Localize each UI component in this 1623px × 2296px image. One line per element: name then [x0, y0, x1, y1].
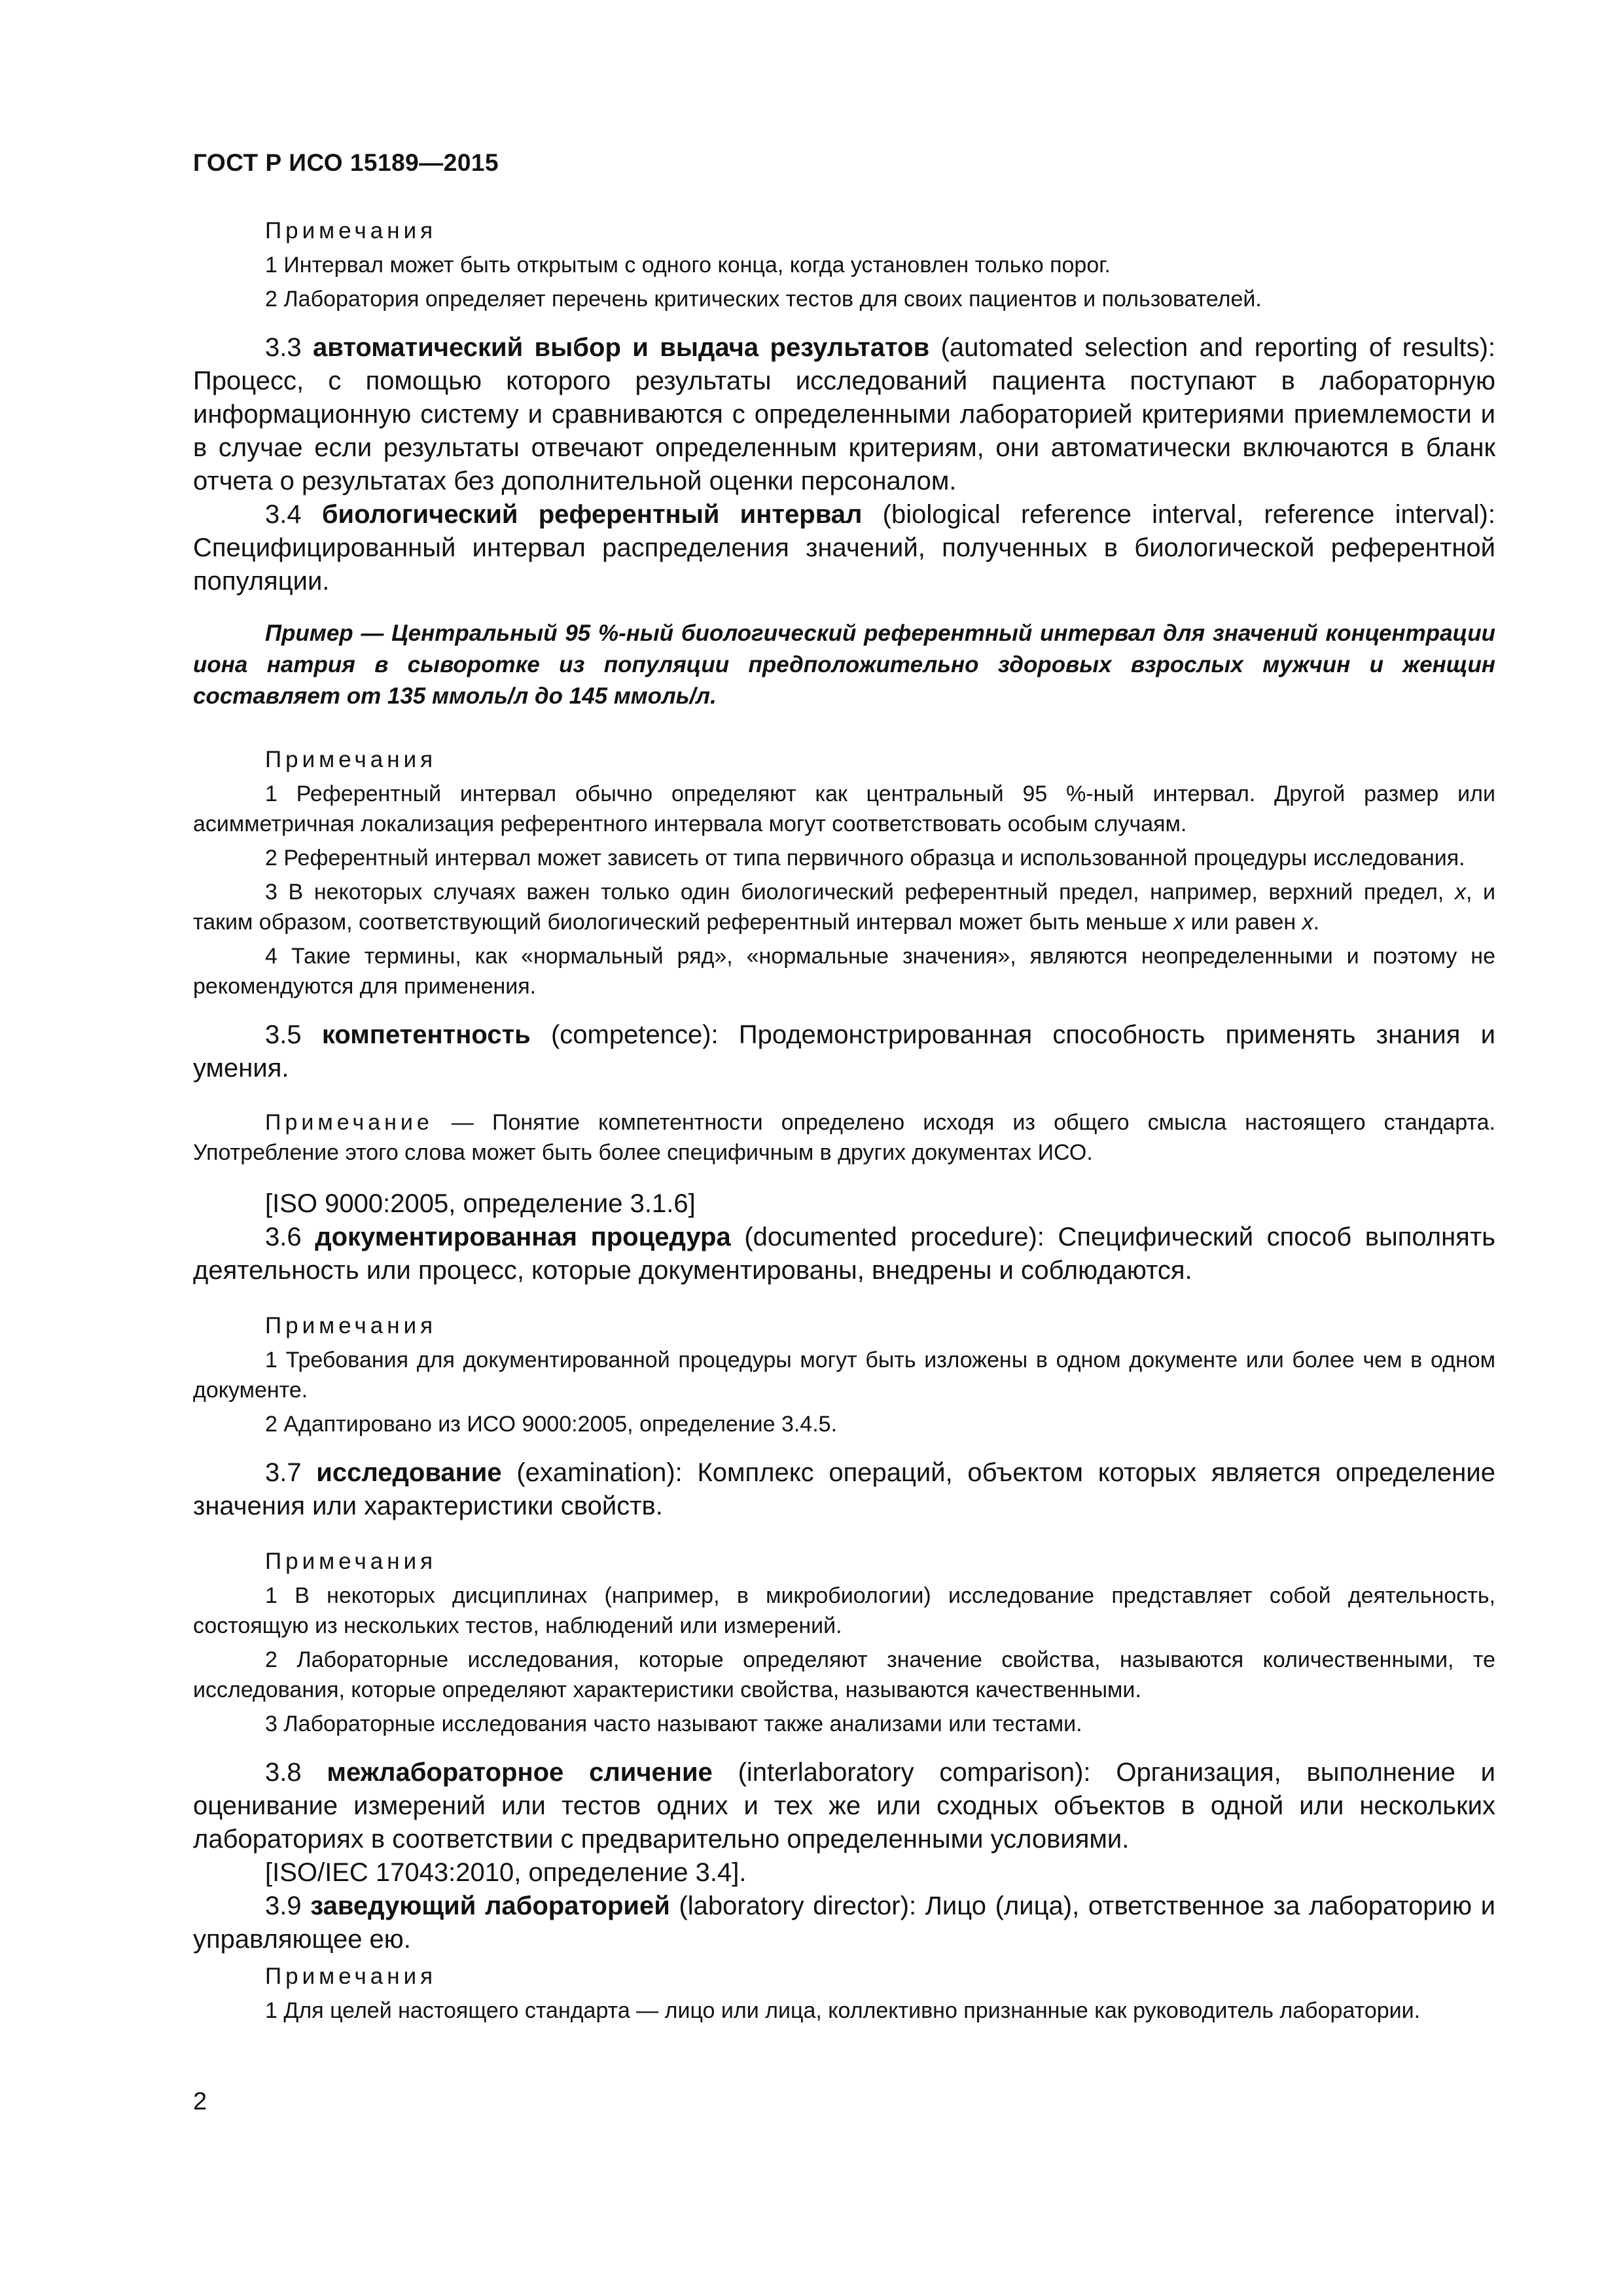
variable-x: x — [1454, 880, 1466, 905]
note-item: 1 Референтный интервал обычно определяют как центральный 95 %-ный интервал. Другой размер или асимметричная локализация референтного интервала могут соответствовать особым случаям. — [193, 781, 1495, 836]
note-text: или равен — [1190, 910, 1296, 935]
notes-heading: Примечания — [265, 218, 437, 243]
document-header: ГОСТ Р ИСО 15189—2015 — [193, 149, 499, 176]
term-definition: (laboratory director): Лицо (лица), ответственное за лабораторию и управляющее ею. — [193, 1892, 1495, 1954]
note-item: 1 Требования для документированной процедуры могут быть изложены в одном документе или более чем в одном документе. — [193, 1348, 1495, 1403]
page-content — [193, 216, 1495, 2026]
term-definition: (competence): Продемонстрированная способность применять знания и умения. — [193, 1020, 1495, 1083]
term-name: заведующий лабораторией — [310, 1892, 670, 1920]
note-item: 1 Интервал может быть открытым с одного конца, когда установлен только порог. — [265, 253, 1111, 278]
term-number: 3.7 — [265, 1458, 302, 1487]
term-definition: (documented procedure): Специфический способ выполнять деятельность или процесс, которые документированы, внедрены и соблюдаются. — [193, 1223, 1495, 1285]
note-item: 3 Лабораторные исследования часто называют также анализами или тестами. — [265, 1712, 1082, 1736]
term-3-3 — [193, 331, 1495, 498]
page-number: 2 — [193, 2088, 207, 2115]
term-3-7 — [193, 1456, 1495, 1523]
term-name: биологический референтный интервал — [321, 500, 863, 529]
term-definition: (interlaboratory comparison): Организация, выполнение и оценивание измерений или тестов одних и тех же или сходных объектов в одной или нескольких лабораториях в соответствии с предварительно определенными условиями. — [193, 1758, 1495, 1854]
note-item — [193, 877, 1495, 937]
variable-x: x — [1173, 910, 1185, 935]
term-example: Пример — Центральный 95 %-ный биологический референтный интервал для значений концентрации иона натрия в сыворотке из популяции предположительно здоровых взрослых мужчин и женщин составляет от 135 ммоль/л до 145 ммоль/л. — [193, 620, 1495, 709]
term-number: 3.9 — [265, 1892, 302, 1920]
term-reference: [ISO 9000:2005, определение 3.1.6] — [265, 1189, 696, 1218]
term-3-9 — [193, 1890, 1495, 1956]
term-number: 3.8 — [265, 1758, 302, 1787]
term-number: 3.5 — [265, 1020, 302, 1049]
term-number: 3.6 — [265, 1223, 302, 1251]
note-text: , и таким образом, соответствующий биологический референтный интервал может быть меньше — [193, 880, 1495, 935]
notes-heading: Примечания — [265, 1313, 437, 1338]
note-item: 2 Адаптировано из ИСО 9000:2005, определение 3.4.5. — [265, 1412, 838, 1437]
note-text: 3 В некоторых случаях важен только один биологический референтный предел, например, верхний предел, — [265, 880, 1444, 905]
term-reference: [ISO/IEC 17043:2010, определение 3.4]. — [265, 1858, 747, 1887]
note-item: 2 Референтный интервал может зависеть от типа первичного образца и использованной процедуры исследования. — [265, 846, 1465, 870]
note-label: Примечание — [265, 1110, 433, 1135]
term-3-8 — [193, 1756, 1495, 1856]
term-name: компетентность — [321, 1020, 531, 1049]
note-text: . — [1313, 910, 1320, 935]
term-note — [193, 1107, 1495, 1168]
note-item: 1 Для целей настоящего стандарта — лицо или лица, коллективно признанные как руководитель лаборатории. — [265, 1998, 1421, 2023]
note-item: 4 Такие термины, как «нормальный ряд», «нормальные значения», являются неопределенными и поэтому не рекомендуются для применения. — [193, 944, 1495, 999]
note-item: 2 Лабораторные исследования, которые определяют значение свойства, называются количественными, те исследования, которые определяют характеристики свойства, называются качественными. — [193, 1647, 1495, 1702]
term-definition: (biological reference interval, reference interval): Специфицированный интервал распределения значений, полученных в биологической референтной популяции. — [193, 500, 1495, 596]
note-item: 2 Лаборатория определяет перечень критических тестов для своих пациентов и пользователей. — [265, 287, 1262, 312]
term-number: 3.3 — [265, 333, 302, 362]
notes-heading: Примечания — [265, 1964, 437, 1989]
term-definition: (automated selection and reporting of results): Процесс, с помощью которого результаты исследований пациента поступают в лабораторную информационную систему и сравниваются с определенными лабораторией критериями приемлемости и в случае если результаты отвечают определенным критериям, они автоматически включаются в бланк отчета о результатах без дополнительной оценки персоналом. — [193, 333, 1495, 495]
notes-heading: Примечания — [265, 747, 437, 772]
notes-heading: Примечания — [265, 1549, 437, 1574]
term-name: автоматический выбор и выдача результатов — [313, 333, 930, 362]
variable-x: x — [1302, 910, 1313, 935]
note-item: 1 В некоторых дисциплинах (например, в микробиологии) исследование представляет собой деятельность, состоящую из нескольких тестов, наблюдений или измерений. — [193, 1583, 1495, 1638]
term-name: межлабораторное сличение — [327, 1758, 713, 1787]
note-text: — Понятие компетентности определено исходя из общего смысла настоящего стандарта. Употребление этого слова может быть более специфичным в других документах ИСО. — [193, 1110, 1496, 1165]
term-name: документированная процедура — [315, 1223, 731, 1251]
term-name: исследование — [316, 1458, 502, 1487]
term-number: 3.4 — [265, 500, 302, 529]
term-3-5 — [193, 1018, 1495, 1085]
term-3-4 — [193, 498, 1495, 598]
term-definition: (examination): Комплекс операций, объектом которых является определение значения или характеристики свойств. — [193, 1458, 1495, 1520]
term-3-6 — [193, 1221, 1495, 1287]
